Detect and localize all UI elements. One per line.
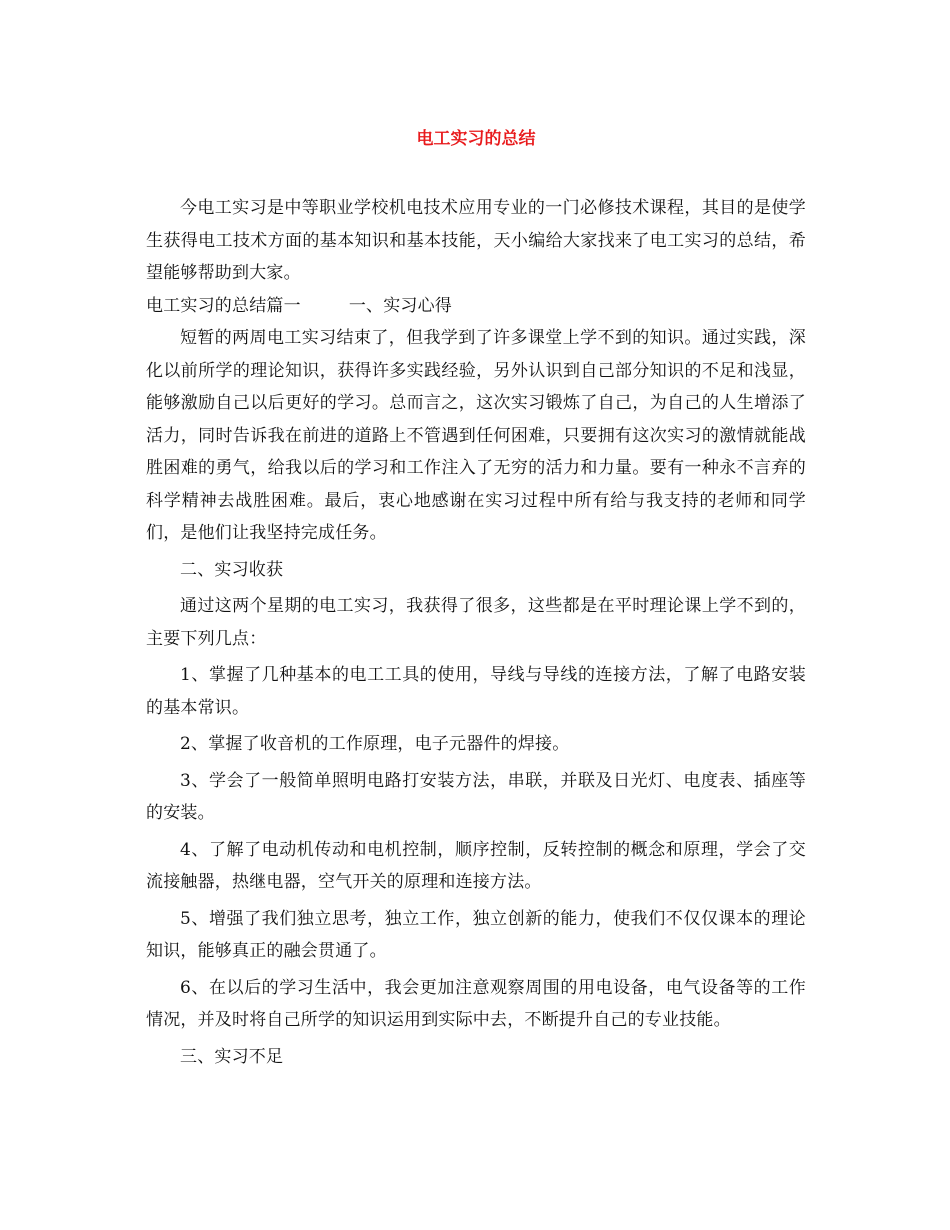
section-label: 电工实习的总结篇一 — [146, 295, 301, 316]
gain-item-6: 6、在以后的学习生活中，我会更加注意观察周围的用电设备，电气设备等的工作情况，并及时将自己所学的知识运用到实际中去，不断提升自己的专业技能。 — [146, 977, 806, 1030]
gain-item-1: 1、掌握了几种基本的电工工具的使用，导线与导线的连接方法，了解了电路安装的基本常识。 — [146, 665, 806, 718]
heading-experience: 一、实习心得 — [348, 295, 453, 316]
gain-item-5: 5、增强了我们独立思考，独立工作，独立创新的能力，使我们不仅仅课本的理论知识，能够真正的融会贯通了。 — [146, 908, 806, 961]
heading-gains: 二、实习收获 — [180, 559, 284, 580]
section-heading-line — [146, 290, 806, 323]
experience-paragraph: 短暂的两周电工实习结束了，但我学到了许多课堂上学不到的知识。通过实践，深化以前所学的理论知识，获得许多实践经验，另外认识到自己部分知识的不足和浅显，能够激励自己以后更好的学习。总而言之，这次实习锻炼了自己，为自己的人生增添了活力，同时告诉我在前进的道路上不管遇到任何困难，只要拥有这次实习的激情就能战胜困难的勇气，给我以后的学习和工作注入了无穷的活力和力量。要有一种永不言弃的科学精神去战胜困难。最后，衷心地感谢在实习过程中所有给与我支持的老师和同学们，是他们让我坚持完成任务。 — [146, 328, 806, 543]
document-body — [146, 192, 806, 1073]
gain-item-4: 4、了解了电动机传动和电机控制，顺序控制，反转控制的概念和原理，学会了交流接触器，热继电器，空气开关的原理和连接方法。 — [146, 839, 806, 892]
gain-item-3: 3、学会了一般简单照明电路打安装方法，串联，并联及日光灯、电度表、插座等的安装。 — [146, 770, 806, 823]
gain-item-2: 2、掌握了收音机的工作原理，电子元器件的焊接。 — [180, 734, 570, 754]
document-title: 电工实习的总结 — [416, 129, 536, 149]
heading-shortcomings: 三、实习不足 — [180, 1046, 284, 1067]
gains-paragraph: 通过这两个星期的电工实习，我获得了很多，这些都是在平时理论课上学不到的，主要下列几点： — [146, 596, 806, 649]
intro-paragraph: 今电工实习是中等职业学校机电技术应用专业的一门必修技术课程，其目的是使学生获得电工技术方面的基本知识和基本技能，天小编给大家找来了电工实习的总结，希望能够帮助到大家。 — [146, 198, 806, 283]
